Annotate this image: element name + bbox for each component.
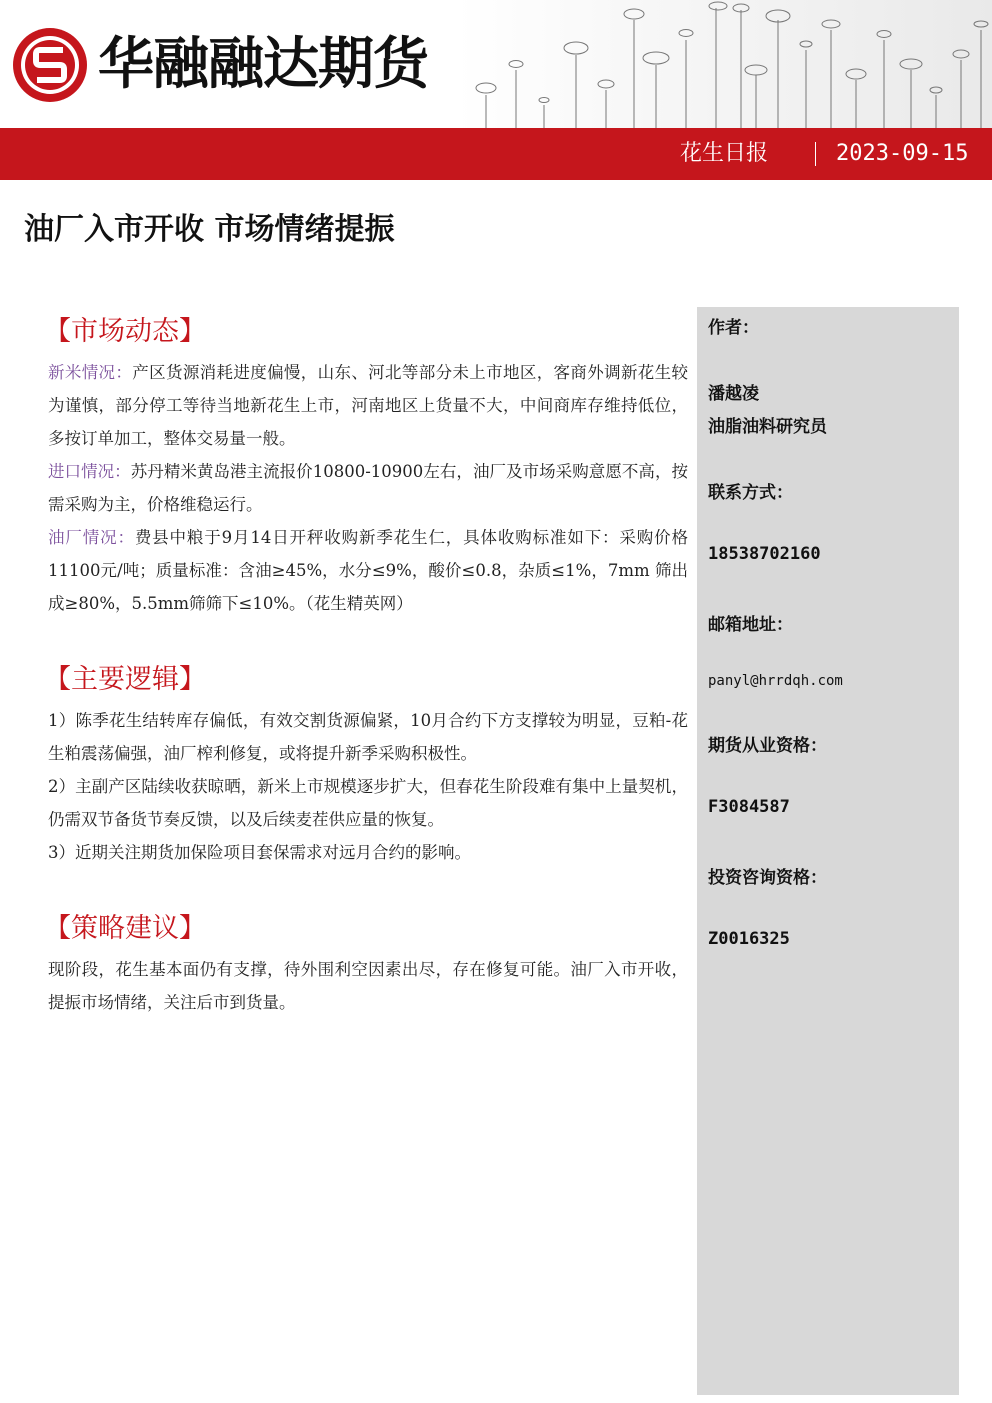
contact-label: 联系方式： [708,483,793,503]
market-paragraph-import [48,455,688,521]
author-sidebar [697,307,959,1395]
consulting-qualification-number: Z0016325 [708,929,790,949]
main-logic-section [44,660,688,869]
title-separator [815,142,816,166]
phone-number: 18538702160 [708,544,821,564]
paragraph-lead: 油厂情况： [48,528,135,547]
author-label: 作者： [708,318,759,338]
strategy-section [44,909,688,1019]
logic-item: 1）陈季花生结转库存偏低，有效交割货源偏紧，10月合约下方支撑较为明显，豆粕-花生粕震荡偏强，油厂榨利修复，或将提升新季采购积极性。 [48,711,688,763]
page-title: 油厂入市开收 市场情绪提振 [24,212,395,247]
company-logo-icon [10,25,90,105]
section-heading: 【主要逻辑】 [44,664,206,695]
futures-qualification-number: F3084587 [708,797,790,817]
consulting-qualification-label: 投资咨询资格： [708,868,827,888]
paragraph-text: 产区货源消耗进度偏慢，山东、河北等部分未上市地区，客商外调新花生较为谨慎，部分停工等待当地新花生上市，河南地区上货量不大，中间商库存维持低位，多按订单加工，整体交易量一般。 [48,363,689,448]
report-date: 2023-09-15 [836,141,969,166]
strategy-text: 现阶段，花生基本面仍有支撑，待外围利空因素出尽，存在修复可能。油厂入市开收，提振市场情绪，关注后市到货量。 [48,960,688,1012]
author-title: 油脂油料研究员 [708,417,827,437]
market-paragraph-oil-mill [48,521,688,620]
market-paragraph-new-crop [48,356,688,455]
paragraph-lead: 进口情况： [48,462,131,481]
report-title-bar [0,128,992,180]
section-title: 策略建议 [71,913,179,944]
author-name: 潘越凌 [708,384,759,404]
section-title: 市场动态 [71,316,179,347]
section-heading: 【市场动态】 [44,316,206,347]
paragraph-text: 苏丹精米黄岛港主流报价10800-10900左右，油厂及市场采购意愿不高，按需采购为主，价格维稳运行。 [48,462,689,514]
market-dynamics-section [44,312,689,620]
logic-item: 2）主副产区陆续收获晾晒，新米上市规模逐步扩大，但春花生阶段难有集中上量契机，仍需双节备货节奏反馈，以及后续麦茬供应量的恢复。 [48,777,688,829]
paragraph-text: 费县中粮于9月14日开秤收购新季花生仁，具体收购标准如下：采购价格11100元/吨；质量标准：含油≥45%，水分≤9%，酸价≤0.8，杂质≤1%，7mm 筛出成≥80%，5.5mm筛筛下≤10%。（花生精英网） [48,528,689,613]
report-type: 花生日报 [680,141,769,166]
company-name: 华融融达期货 [98,32,428,97]
paragraph-lead: 新米情况： [48,363,133,382]
email-address[interactable]: panyl@hrrdqh.com [708,673,843,689]
section-title: 主要逻辑 [71,664,179,695]
futures-qualification-label: 期货从业资格： [708,736,827,756]
decorative-pins-graphic [456,0,992,128]
logic-item: 3）近期关注期货加保险项目套保需求对远月合约的影响。 [48,843,471,862]
section-heading: 【策略建议】 [44,913,206,944]
email-label: 邮箱地址： [708,615,793,635]
